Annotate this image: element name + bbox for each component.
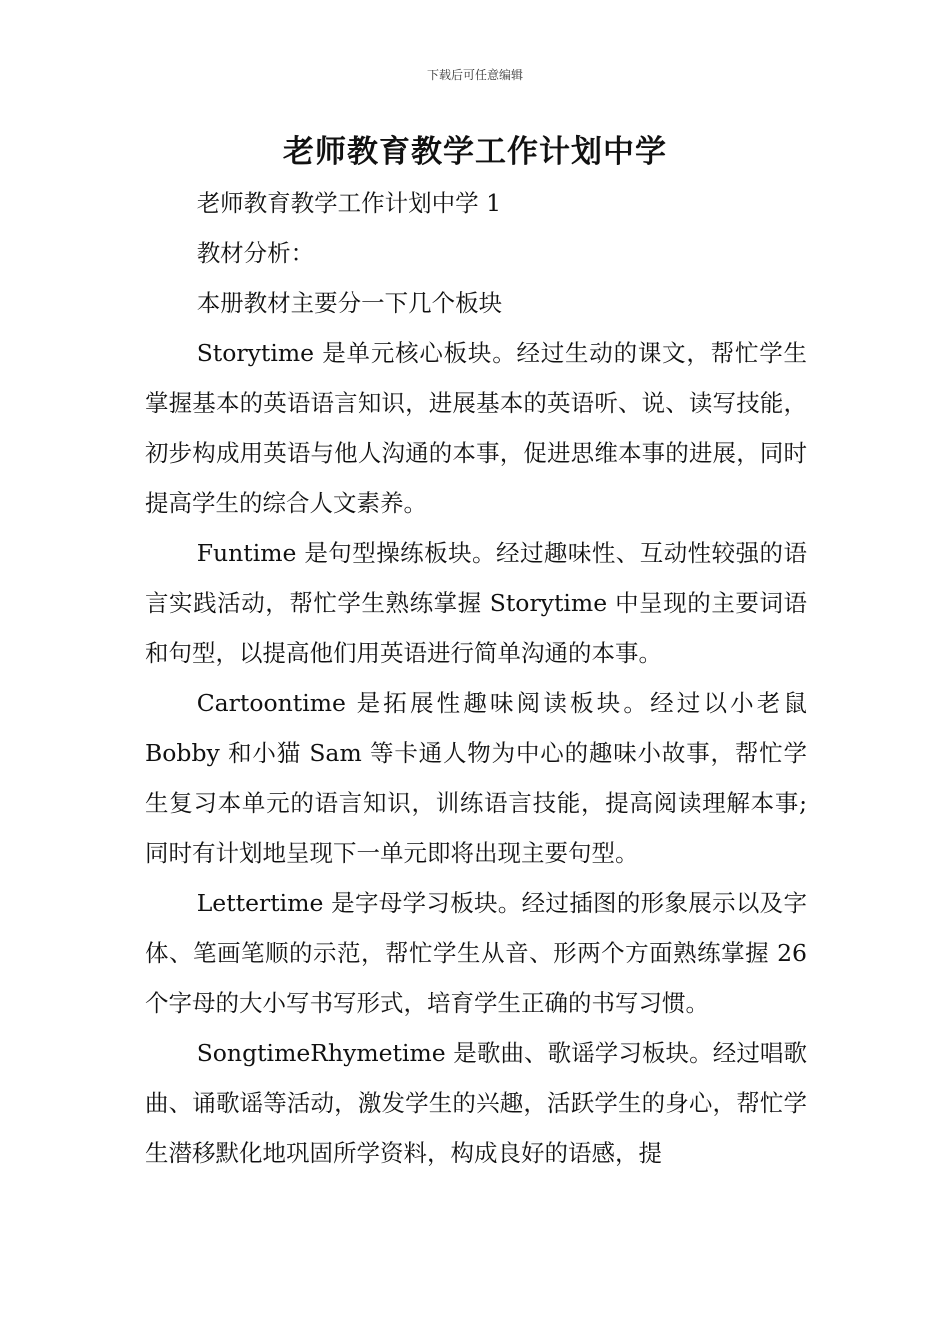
paragraph-cartoontime: Cartoontime 是拓展性趣味阅读板块。经过以小老鼠 Bobby 和小猫 Sam 等卡通人物为中心的趣味小故事，帮忙学生复习本单元的语言知识，训练语言技能，提高阅读理解本事;同时有计划地呈现下一单元即将出现主要句型。 bbox=[145, 689, 807, 867]
paragraph-funtime: Funtime 是句型操练板块。经过趣味性、互动性较强的语言实践活动，帮忙学生熟练掌握 Storytime 中呈现的主要词语和句型，以提高他们用英语进行简单沟通的本事。 bbox=[145, 539, 807, 667]
paragraph-intro: 本册教材主要分一下几个板块 bbox=[196, 289, 503, 317]
paragraph-storytime: Storytime 是单元核心板块。经过生动的课文，帮忙学生掌握基本的英语语言知识，进展基本的英语听、说、读写技能，初步构成用英语与他人沟通的本事，促进思维本事的进展，同时提高学生的综合人文素养。 bbox=[145, 339, 807, 517]
paragraph-lettertime: Lettertime 是字母学习板块。经过插图的形象展示以及字体、笔画笔顺的示范，帮忙学生从音、形两个方面熟练掌握 26 个字母的大小写书写形式，培育学生正确的书写习惯。 bbox=[145, 889, 807, 1017]
paragraph-subtitle: 老师教育教学工作计划中学 1 bbox=[196, 189, 502, 217]
paragraph-section-heading: 教材分析： bbox=[196, 239, 315, 267]
document-title: 老师教育教学工作计划中学 bbox=[283, 134, 667, 170]
document-body bbox=[145, 178, 807, 1178]
paragraph-songtime: SongtimeRhymetime 是歌曲、歌谣学习板块。经过唱歌曲、诵歌谣等活动，激发学生的兴趣，活跃学生的身心，帮忙学生潜移默化地巩固所学资料，构成良好的语感，提 bbox=[145, 1039, 807, 1167]
header-note: 下载后可任意编辑 bbox=[426, 68, 523, 82]
